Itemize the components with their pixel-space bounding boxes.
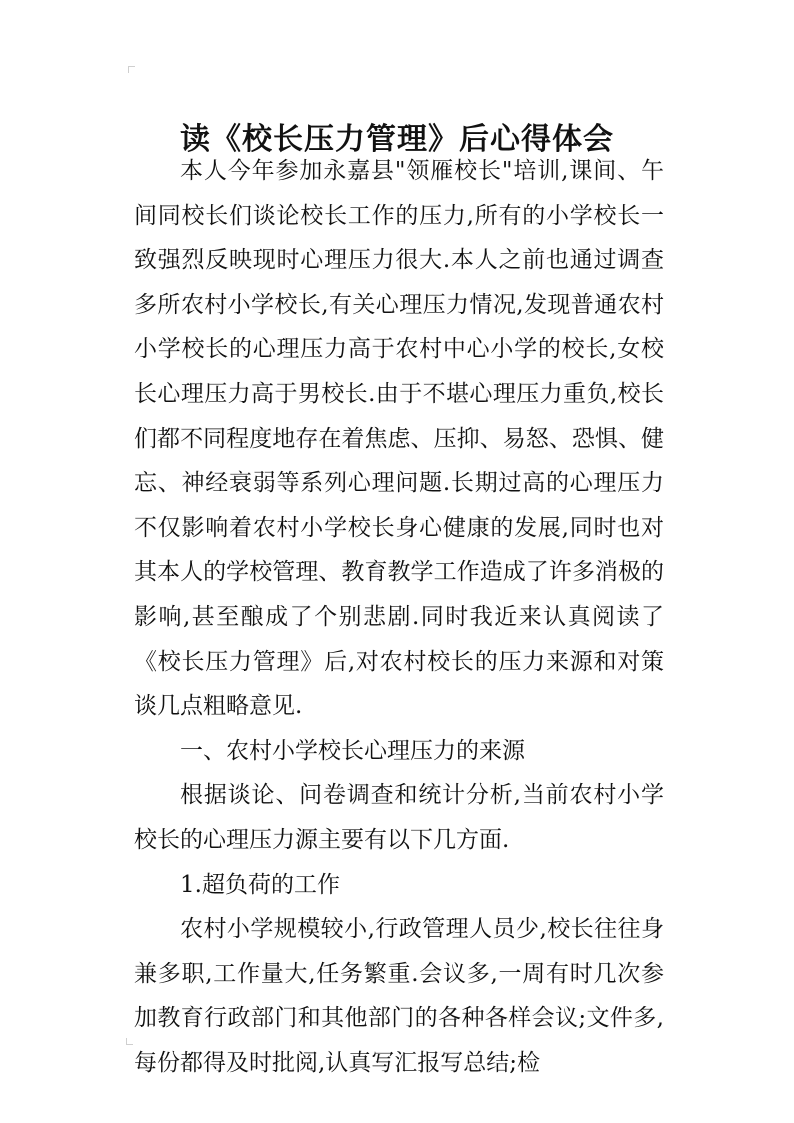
paragraph-intro: 本人今年参加永嘉县"领雁校长"培训,课间、午间同校长们谈论校长工作的压力,所有的小学校长一致强烈反映现时心理压力很大.本人之前也通过调查多所农村小学校长,有关心理压力情况,发现普通农村小学校长的心理压力高于农村中心小学的校长,女校长心理压力高于男校长.由于不堪心理压力重负,校长们都不同程度地存在着焦虑、压抑、易怒、恐惧、健忘、神经衰弱等系列心理问题.长期过高的心理压力不仅影响着农村小学校长身心健康的发展,同时也对其本人的学校管理、教育教学工作造成了许多消极的影响,甚至酿成了个别悲剧.同时我近来认真阅读了《校长压力管理》后,对农村校长的压力来源和对策谈几点粗略意见.: [134, 158, 664, 720]
paragraph-workload: 农村小学规模较小,行政管理人员少,校长往往身兼多职,工作量大,任务繁重.会议多,一周有时几次参加教育行政部门和其他部门的各种各样会议;文件多,每份都得及时批阅,认真写汇报写总结;检: [134, 916, 664, 1076]
document-body: [134, 149, 664, 1085]
section-heading-1: 一、农村小学校长心理压力的来源: [180, 737, 525, 764]
document-title: 读《校长压力管理》后心得体会: [180, 122, 614, 158]
subheading-1: 1.超负荷的工作: [180, 871, 340, 898]
paragraph-sources: 根据谈论、问卷调查和统计分析,当前农村小学校长的心理压力源主要有以下几方面.: [134, 782, 664, 853]
top-left-crop-mark: [128, 66, 135, 73]
bottom-left-crop-mark: [126, 1038, 133, 1045]
